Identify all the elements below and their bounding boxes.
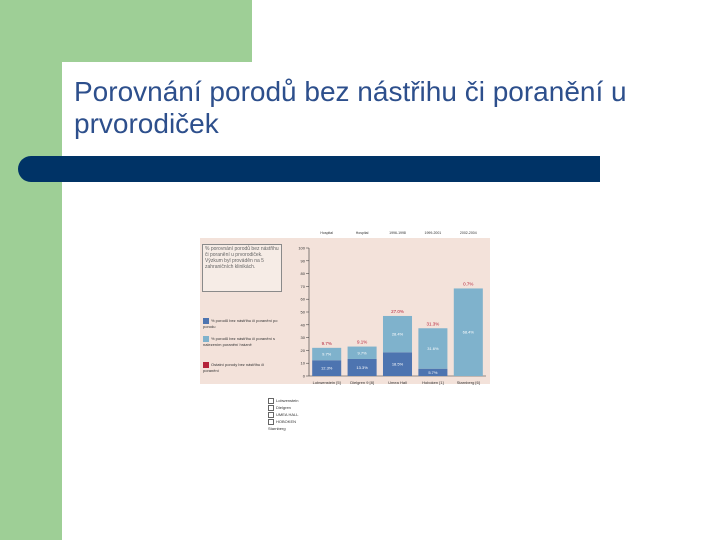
x-category-label: Dielgren 9 [8] xyxy=(350,380,374,385)
y-tick-label: 30 xyxy=(300,335,305,341)
bar-value-label: 18.5% xyxy=(391,361,404,367)
y-tick-label: 50 xyxy=(300,309,305,315)
column-header-label: 1996-1998 xyxy=(389,231,406,235)
bottom-legend-label: HOBOKEN xyxy=(276,419,297,424)
y-tick-label: 70 xyxy=(300,283,305,289)
x-category-label: Umea Hall xyxy=(388,380,407,385)
y-tick-label: 0 xyxy=(302,373,305,379)
chart-key-label: % porodů bez nástřihu či poranění s nalezením poranění hrázně xyxy=(203,336,276,347)
bar-value-label: 13.3% xyxy=(356,364,368,370)
column-header-label: Hospital xyxy=(320,231,334,235)
y-tick-label: 100 xyxy=(298,245,305,251)
y-tick-label: 20 xyxy=(300,347,305,353)
column-header-label: Hospital xyxy=(355,231,369,235)
x-category-label: Lobwenstein [5] xyxy=(312,380,341,385)
column-header-label: 2002-2004 xyxy=(459,231,477,235)
bar-value-label: 9.7% xyxy=(322,351,332,357)
bar-top-label: 9.7% xyxy=(321,340,332,346)
chart-key-label: % porodů bez nástřihu či poranění po porodu xyxy=(203,318,278,329)
bar-value-label: 9.7% xyxy=(357,350,367,356)
bar-value-label: 12.3% xyxy=(321,365,333,371)
bar-top-label: 9.1% xyxy=(356,339,368,345)
y-tick-label: 10 xyxy=(300,360,305,366)
y-tick-label: 80 xyxy=(300,271,305,277)
chart-key-label: Ostatní porody bez nástřihu či poranění xyxy=(203,362,265,373)
bar-value-label: 5.7% xyxy=(428,369,438,375)
chart-legend-text: % porovnání porodů bez nástřihu či poranění u prvorodiček. Výzkum byl prováděn na 5 zahraničních klinikách. xyxy=(202,244,282,292)
y-tick-label: 40 xyxy=(300,322,305,328)
bottom-legend-label: Dielgren xyxy=(276,405,291,410)
bar-value-label: 28.4% xyxy=(391,331,404,337)
column-header-label: 1999-2001 xyxy=(424,231,442,235)
bar-top-label: 31.3% xyxy=(426,321,440,327)
bottom-legend-label: Starnberg xyxy=(268,426,286,431)
y-tick-label: 60 xyxy=(300,296,305,302)
bar-top-label: 0.7% xyxy=(463,281,474,287)
bottom-legend-label: UMEA HALL xyxy=(276,412,299,417)
bar-value-label: 68.4% xyxy=(462,329,474,335)
y-tick-label: 90 xyxy=(300,258,305,264)
bar-top-label: 27.0% xyxy=(391,308,404,314)
x-category-label: Starnberg [6] xyxy=(456,380,480,385)
x-category-label: Hoboken [1] xyxy=(422,380,444,385)
bottom-legend-label: Lobwenstein xyxy=(276,398,299,403)
bar-value-label: 31.6% xyxy=(427,345,439,351)
slide-title: Porovnání porodů bez nástřihu či poranění u prvorodiček xyxy=(74,76,627,139)
